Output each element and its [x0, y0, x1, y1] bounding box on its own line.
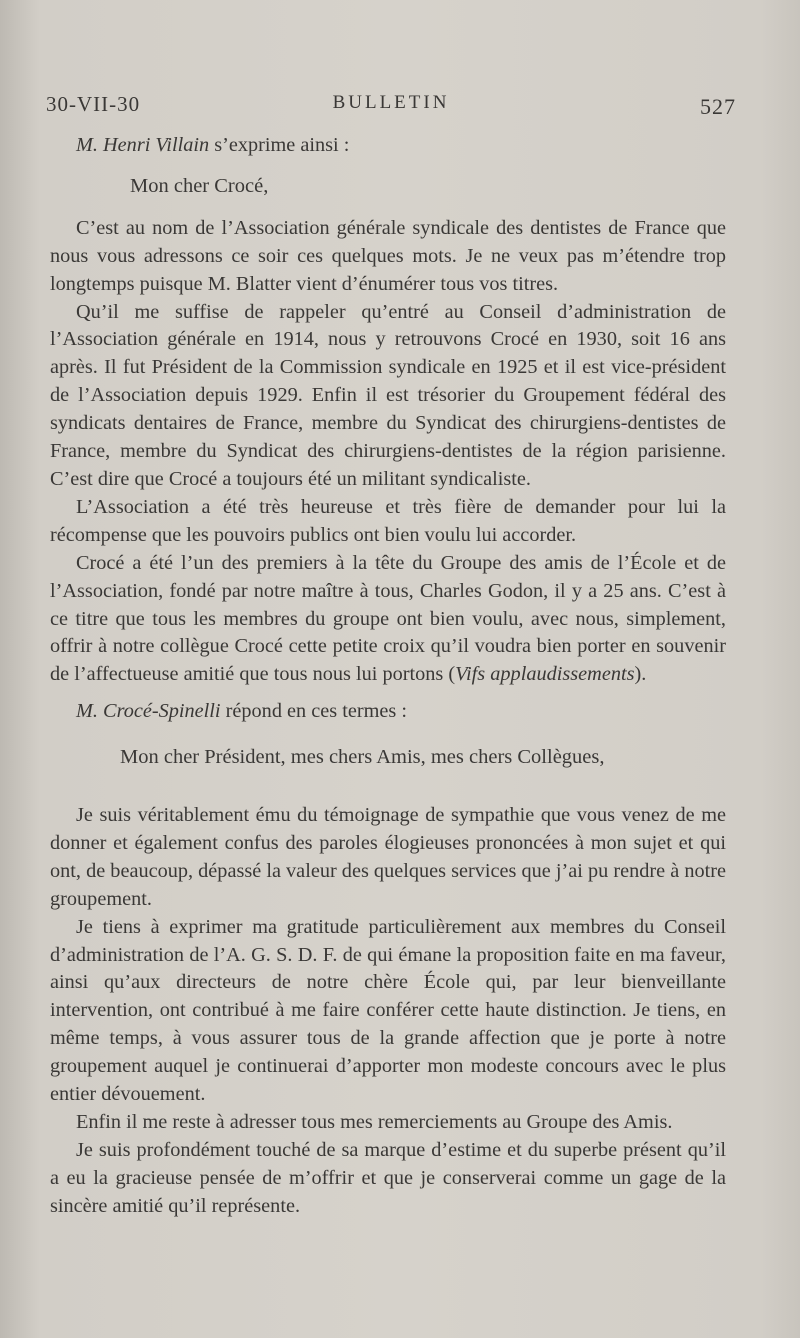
header-date: 30-VII-30 [46, 92, 141, 116]
page-number: 527 [700, 94, 736, 119]
paragraph: C’est au nom de l’Association générale syndicale des dentistes de France que nous vous adressons ce soir ces quelques mots. Je ne veux pas m’étendre trop longtemps puisque M. Blatter vient d’énumérer tous vos titres. [50, 216, 726, 295]
speaker-intro-croce [50, 698, 726, 726]
paragraph: L’Association a été très heureuse et très fière de demander pour lui la récompense que les pouvoirs publics ont bien voulu lui accorder. [50, 495, 726, 546]
speaker-intro-text: répond en ces termes : [220, 700, 407, 723]
running-header [46, 92, 736, 126]
paragraph-text: Crocé a été l’un des premiers à la tête du Groupe des amis de l’École et de l’Association, fondé par notre maître à tous, Charles Godon, il y a 25 ans. C’est à ce titre que tous les membres du groupe ont bien voulu, avec nous, simplement, offrir à notre collègue Crocé cette petite croix qu’il voudra bien porter en souvenir de l’affectueuse amitié que tous nous lui portons ( [50, 551, 726, 686]
salutation: Mon cher Président, mes chers Amis, mes chers Collègues, [120, 746, 605, 769]
header-title: BULLETIN [332, 92, 450, 113]
paragraph-end: ). [634, 663, 647, 686]
speaker-name: M. Henri Villain [76, 134, 210, 156]
paragraph: Je suis véritablement ému du témoignage de sympathie que vous venez de me donner et également confus des paroles élogieuses prononcées à mon sujet et qui ont, de beaucoup, dépassé la valeur des quelques services que j’ai pu rendre à notre groupement. [50, 804, 726, 910]
speaker-intro-villain [50, 132, 726, 160]
article-body [50, 128, 726, 1221]
paragraph: Qu’il me suffise de rappeler qu’entré au Conseil d’administration de l’Association générale en 1914, nous y retrouvons Crocé en 1930, soit 16 ans après. Il fut Président de la Commission syndicale en 1925 et il est vice-président de l’Association depuis 1929. Enfin il est trésorier du Groupement fédéral des syndicats dentaires de France, membre du Syndicat des chirurgiens-dentistes de France, membre du Syndicat des chirurgiens-dentistes de la région parisienne. C’est dire que Crocé a toujours été un militant syndicaliste. [50, 300, 726, 490]
applause-note: Vifs applaudissements [455, 663, 635, 686]
paragraph: Je suis profondément touché de sa marque d’estime et du superbe présent qu’il a eu la gracieuse pensée de m’offrir et que je conserverai comme un gage de la sincère amitié qu’il représente. [50, 1138, 726, 1217]
speaker-intro-text: s’exprime ainsi : [209, 134, 350, 156]
speaker-name: M. Crocé-Spinelli [76, 700, 221, 723]
paragraph: Je tiens à exprimer ma gratitude particulièrement aux membres du Conseil d’administration de l’A. G. S. D. F. de qui émane la proposition faite en ma faveur, ainsi qu’aux directeurs de notre chère École qui, par leur bienveillante intervention, ont contribué à me faire conférer cette haute distinction. Je tiens, en même temps, à vous assurer tous de la grande affection que je porte à notre groupement auquel je continuerai d’apporter mon modeste concours avec le plus entier dévouement. [50, 915, 726, 1106]
paragraph: Enfin il me reste à adresser tous mes remerciements au Groupe des Amis. [76, 1111, 673, 1133]
paragraph [50, 550, 726, 690]
salutation: Mon cher Crocé, [130, 174, 269, 197]
